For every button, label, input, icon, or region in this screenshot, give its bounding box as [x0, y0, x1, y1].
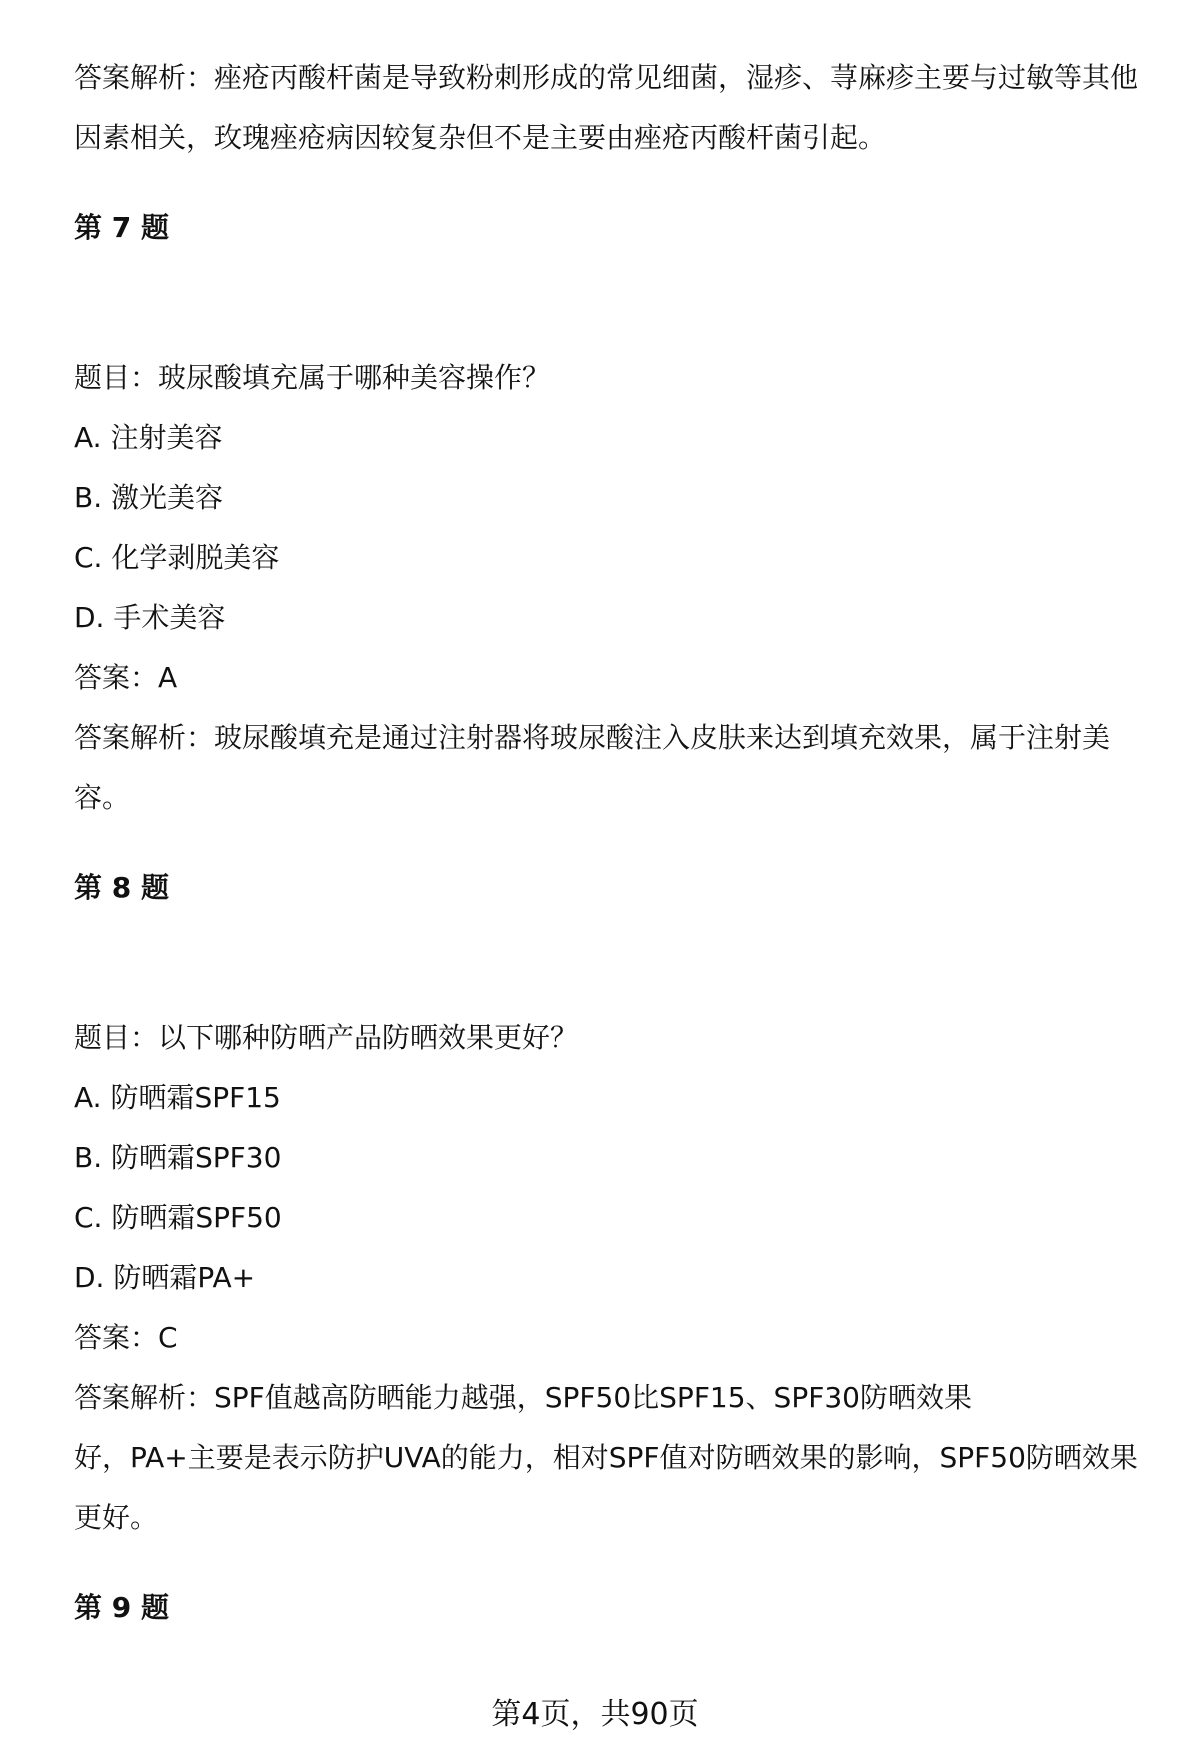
page-content: [74, 48, 1164, 1638]
page-footer: 第4页，共90页: [491, 1697, 699, 1732]
option-d: D. 手术美容: [74, 601, 226, 634]
question-title: 第 8 题: [74, 871, 169, 904]
option-b: B. 激光美容: [74, 481, 224, 514]
prev-question-explanation: 答案解析：痤疮丙酸杆菌是导致粉刺形成的常见细菌，湿疹、荨麻疹主要与过敏等其他因素相关，玫瑰痤疮病因较复杂但不是主要由痤疮丙酸杆菌引起。: [74, 61, 1139, 154]
question-stem: 题目：玻尿酸填充属于哪种美容操作？: [74, 361, 551, 394]
answer: 答案：C: [74, 1321, 178, 1354]
option-b: B. 防晒霜SPF30: [74, 1141, 282, 1174]
answer-explanation-line-1: 答案解析：SPF值越高防晒能力越强，SPF50比SPF15、SPF30防晒效果: [74, 1381, 972, 1414]
question-8: [74, 858, 1164, 1578]
question-title: 第 7 题: [74, 211, 169, 244]
question-9-title: 第 9 题: [74, 1591, 169, 1624]
answer-explanation: 答案解析：玻尿酸填充是通过注射器将玻尿酸注入皮肤来达到填充效果，属于注射美容。: [74, 721, 1111, 814]
answer: 答案：A: [74, 661, 178, 694]
option-d: D. 防晒霜PA+: [74, 1261, 256, 1294]
option-c: C. 化学剥脱美容: [74, 541, 280, 574]
answer-explanation-line-2: 好，PA+主要是表示防护UVA的能力，相对SPF值对防晒效果的影响，SPF50防晒效果更好。: [74, 1441, 1138, 1534]
option-a: A. 注射美容: [74, 421, 223, 454]
question-stem: 题目：以下哪种防晒产品防晒效果更好？: [74, 1021, 579, 1054]
question-7: [74, 198, 1164, 858]
option-c: C. 防晒霜SPF50: [74, 1201, 282, 1234]
option-a: A. 防晒霜SPF15: [74, 1081, 281, 1114]
